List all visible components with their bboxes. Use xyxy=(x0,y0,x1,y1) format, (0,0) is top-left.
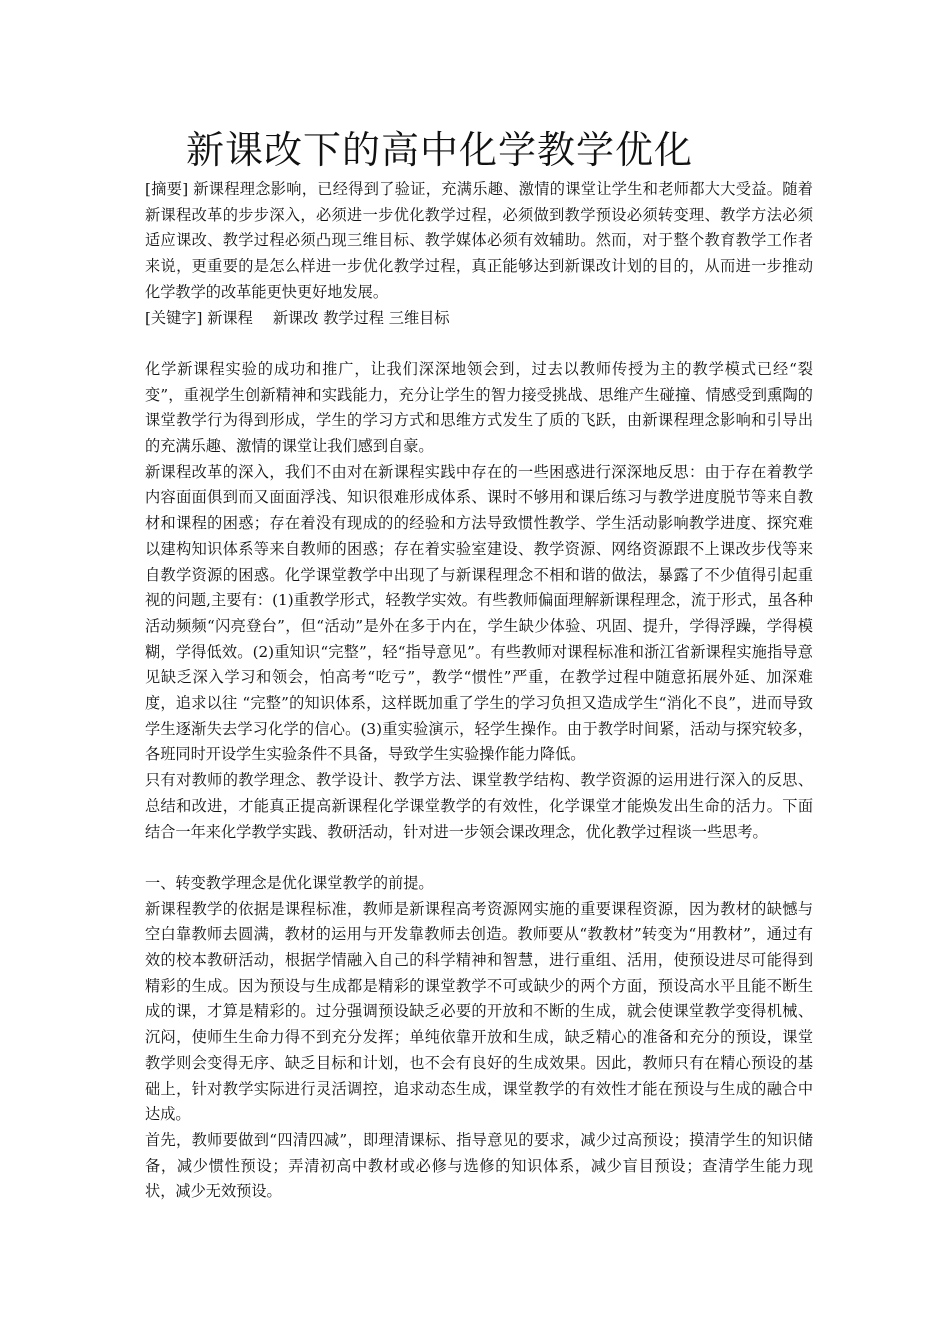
section-heading: 一、转变教学理念是优化课堂教学的前提。 xyxy=(145,873,434,892)
blank-line xyxy=(145,331,813,357)
keywords-line: [关键字] 新课程 新课改 教学过程 三维目标 xyxy=(145,308,450,327)
body-paragraph: 化学新课程实验的成功和推广，让我们深深地领会到，过去以教师传授为主的教学模式已经“裂变”，重视学生创新精神和实践能力，充分让学生的智力接受挑战、思维产生碰撞、情感受到熏陶的课堂教学行为得到形成，学生的学习方式和思维方式发生了质的飞跃，由新课程理念影响和引导出的充满乐趣、激情的课堂让我们感到自豪。 xyxy=(145,359,813,456)
blank-line xyxy=(145,845,813,871)
document-title: 新课改下的高中化学教学优化 xyxy=(186,128,694,172)
section-paragraph: 首先，教师要做到“四清四减”，即理清课标、指导意见的要求，减少过高预设；摸清学生的知识储备，减少惯性预设；弄清初高中教材或必修与选修的知识体系，减少盲目预设；查清学生能力现状，减少无效预设。 xyxy=(145,1130,813,1201)
body-paragraph: 只有对教师的教学理念、教学设计、教学方法、课堂教学结构、教学资源的运用进行深入的反思、总结和改进，才能真正提高新课程化学课堂教学的有效性，化学课堂才能焕发出生命的活力。下面结合一年来化学教学实践、教研活动，针对进一步领会课改理念，优化教学过程谈一些思考。 xyxy=(145,771,813,841)
body-paragraph: 新课程改革的深入，我们不由对在新课程实践中存在的一些困惑进行深深地反思：由于存在着教学内容面面俱到而又面面浮浅、知识很难形成体系、课时不够用和课后练习与教学进度脱节等来自教材和课程的困惑；存在着没有现成的的经验和方法导致惯性教学、学生活动影响教学进度、探究难以建构知识体系等来自教师的困惑；存在着实验室建设、教学资源、网络资源跟不上课改步伐等来自教学资源的困惑。化学课堂教学中出现了与新课程理念不相和谐的做法，暴露了不少值得引起重视的问题,主要有：(1)重教学形式，轻教学实效。有些教师偏面理解新课程理念，流于形式，虽各种活动频频“闪亮登台”，但“活动”是外在多于内在，学生缺少体验、巩固、提升，学得浮躁，学得模糊，学得低效。(2)重知识“完整”，轻“指导意见”。有些教师对课程标准和浙江省新课程实施指导意见缺乏深入学习和领会，怕高考“吃亏”，教学“惯性”严重，在教学过程中随意拓展外延、加深难度，追求以往 “完整”的知识体系，这样既加重了学生的学习负担又造成学生“消化不良”，进而导致学生逐渐失去学习化学的信心。(3)重实验演示，轻学生操作。由于教学时间紧，活动与探究较多，各班同时开设学生实验条件不具备，导致学生实验操作能力降低。 xyxy=(145,462,813,764)
section-paragraph: 新课程教学的依据是课程标准，教师是新课程高考资源网实施的重要课程资源，因为教材的缺憾与空白靠教师去圆满，教材的运用与开发靠教师去创造。教师要从“教教材”转变为“用教材”，通过有效的校本教研活动，根据学情融入自己的科学精神和智慧，进行重组、活用，使预设进尽可能得到精彩的生成。因为预设与生成都是精彩的课堂教学不可或缺少的两个方面，预设高水平且能不断生成的课，才算是精彩的。过分强调预设缺乏必要的开放和不断的生成，就会使课堂教学变得机械、沉闷，使师生生命力得不到充分发挥；单纯依靠开放和生成，缺乏精心的准备和充分的预设，课堂教学则会变得无序、缺乏目标和计划，也不会有良好的生成效果。因此，教师只有在精心预设的基础上，针对教学实际进行灵活调控，追求动态生成，课堂教学的有效性才能在预设与生成的融合中达成。 xyxy=(145,899,813,1124)
abstract-paragraph: [摘要] 新课程理念影响，已经得到了验证，充满乐趣、激情的课堂让学生和老师都大大受益。随着新课程改革的步步深入，必须进一步优化教学过程，必须做到教学预设必须转变理、教学方法必须适应课改、教学过程必须凸现三维目标、教学媒体必须有效辅助。然而，对于整个教育教学工作者来说，更重要的是怎么样进一步优化教学过程，真正能够达到新课改计划的目的，从而进一步推动化学教学的改革能更快更好地发展。 xyxy=(145,180,813,301)
document-body xyxy=(145,177,813,1205)
